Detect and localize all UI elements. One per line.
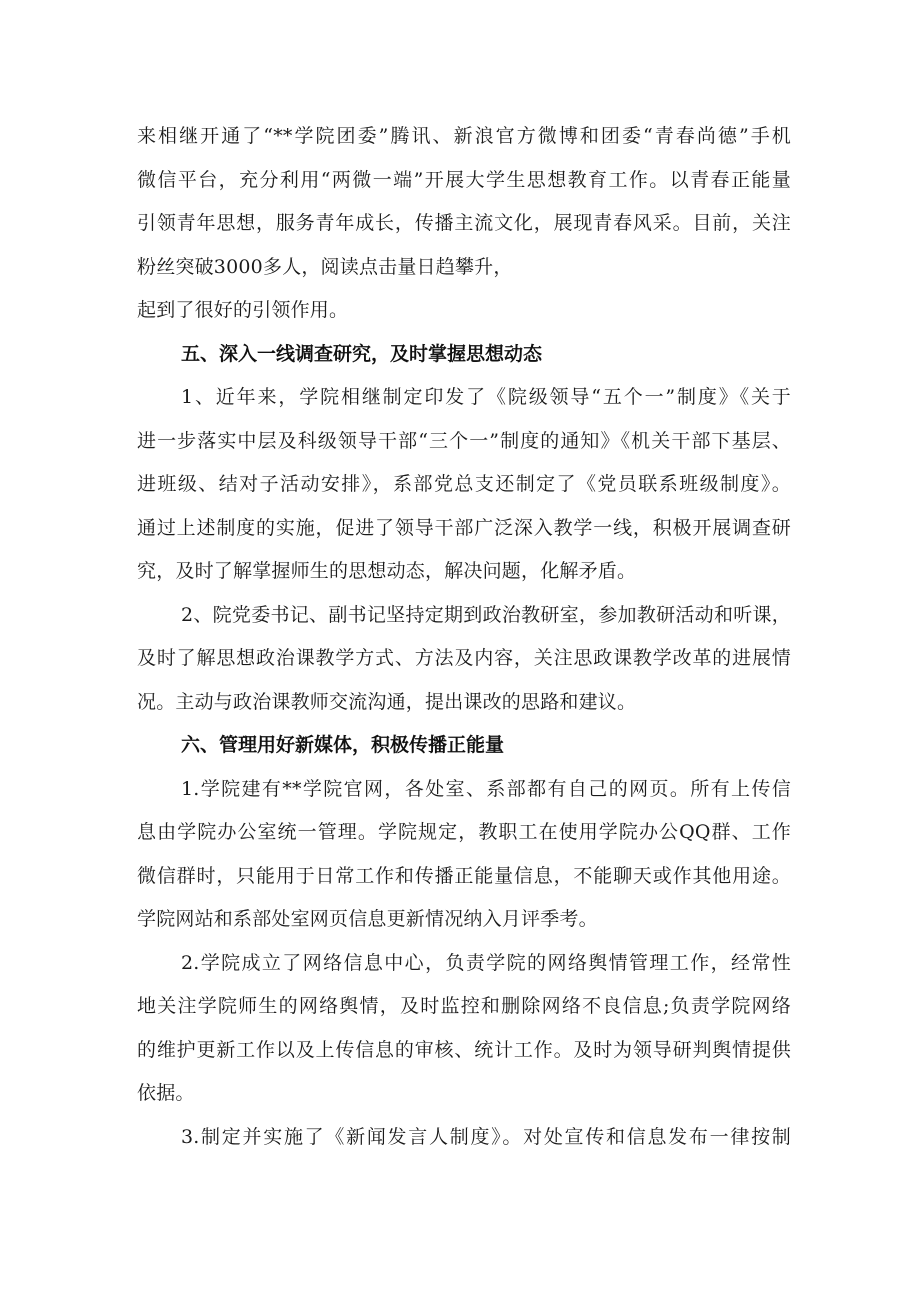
- body-text-line: 来相继开通了“**学院团委”腾讯、新浪官方微博和团委“青春尚德”手机: [137, 125, 791, 147]
- body-text-line: 引领青年思想，服务青年成长，传播主流文化，展现青春风采。目前，关注: [137, 212, 791, 234]
- body-text-line: 依据。: [137, 1082, 195, 1104]
- body-text-line: 地关注学院师生的网络舆情，及时监控和删除网络不良信息;负责学院网络: [137, 995, 791, 1017]
- body-text-line: 学院网站和系部处室网页信息更新情况纳入月评季考。: [137, 908, 598, 930]
- body-text-line: 及时了解思想政治课教学方式、方法及内容，关注思政课教学改革的进展情: [137, 647, 791, 669]
- body-text-line: 3.制定并实施了《新闻发言人制度》。对处宣传和信息发布一律按制: [181, 1126, 791, 1148]
- section-heading: 六、管理用好新媒体，积极传播正能量: [181, 734, 505, 756]
- body-text-line: 况。主动与政治课教师交流沟通，提出课改的思路和建议。: [137, 691, 637, 713]
- body-text-line: 2、院党委书记、副书记坚持定期到政治教研室，参加教研活动和听课，: [181, 604, 791, 626]
- body-text-line: 息由学院办公室统一管理。学院规定，教职工在使用学院办公QQ群、工作: [137, 821, 791, 843]
- body-text-line: 1.学院建有**学院官网，各处室、系部都有自己的网页。所有上传信: [181, 778, 791, 800]
- body-text-line: 起到了很好的引领作用。: [137, 299, 349, 321]
- body-text-line: 通过上述制度的实施，促进了领导干部广泛深入教学一线，积极开展调查研: [137, 517, 791, 539]
- body-text-line: 粉丝突破3000多人，阅读点击量日趋攀升，: [137, 256, 513, 278]
- body-text-line: 2.学院成立了网络信息中心，负责学院的网络舆情管理工作，经常性: [181, 952, 791, 974]
- body-text-line: 微信平台，充分利用“两微一端”开展大学生思想教育工作。以青春正能量: [137, 169, 791, 191]
- body-text-line: 进一步落实中层及科级领导干部“三个一”制度的通知》《机关干部下基层、: [137, 430, 791, 452]
- body-text-line: 1、近年来，学院相继制定印发了《院级领导“五个一”制度》《关于: [181, 386, 791, 408]
- body-text-line: 微信群时，只能用于日常工作和传播正能量信息，不能聊天或作其他用途。: [137, 865, 791, 887]
- body-text-line: 究，及时了解掌握师生的思想动态，解决问题，化解矛盾。: [137, 560, 637, 582]
- section-heading: 五、深入一线调查研究，及时掌握思想动态: [181, 343, 543, 365]
- body-text-line: 进班级、结对子活动安排》，系部党总支还制定了《党员联系班级制度》。: [137, 473, 791, 495]
- body-text-line: 的维护更新工作以及上传信息的审核、统计工作。及时为领导研判舆情提供: [137, 1039, 791, 1061]
